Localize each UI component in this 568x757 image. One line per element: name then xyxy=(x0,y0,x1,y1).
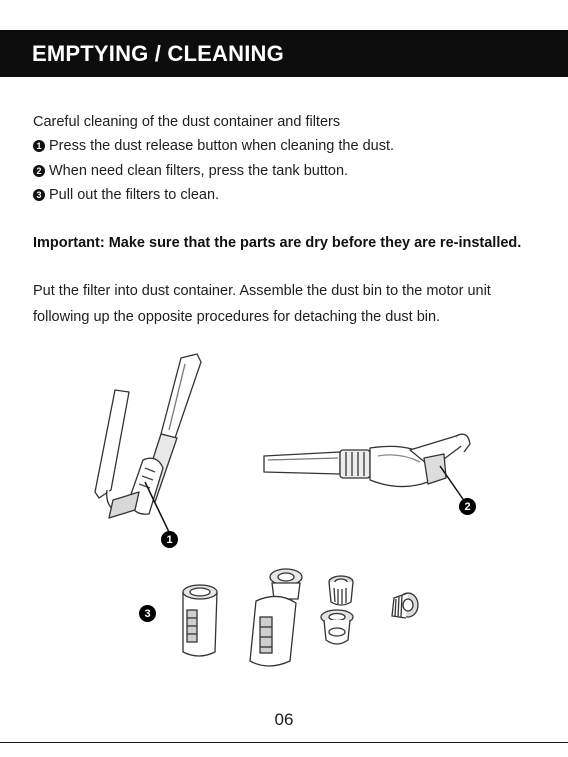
callout-1: 1 xyxy=(161,531,178,548)
intro-text: Careful cleaning of the dust container and filters xyxy=(33,114,341,130)
step-2 xyxy=(33,163,348,179)
step-number-badge: 3 xyxy=(33,189,45,201)
callout-2: 2 xyxy=(459,498,476,515)
dust-bin-illustration xyxy=(175,582,225,662)
page-number: 06 xyxy=(274,710,294,729)
important-note: Important: Make sure that the parts are dry before they are re-installed. xyxy=(33,235,522,251)
reassembly-paragraph xyxy=(33,278,543,330)
paragraph-line: following up the opposite procedures for detaching the dust bin. xyxy=(33,309,441,325)
step-text: Pull out the filters to clean. xyxy=(49,187,220,203)
vacuum-release-illustration xyxy=(85,350,215,530)
callout-3: 3 xyxy=(139,605,156,622)
step-text: Press the dust release button when cleaning the dust. xyxy=(49,138,394,154)
paragraph-line: Put the filter into dust container. Assemble the dust bin to the motor unit xyxy=(33,283,491,299)
vacuum-tank-button-illustration xyxy=(260,430,480,510)
section-title: EMPTYING / CLEANING xyxy=(32,41,284,66)
step-3 xyxy=(33,187,219,203)
step-number-badge: 2 xyxy=(33,165,45,177)
bottom-divider xyxy=(0,742,568,743)
section-header-bar xyxy=(0,30,568,77)
filter-cup-illustration xyxy=(318,608,356,648)
open-dust-bin-illustration xyxy=(238,565,313,675)
step-1 xyxy=(33,138,394,154)
small-filter-top-illustration xyxy=(326,574,356,608)
step-text: When need clean filters, press the tank button. xyxy=(49,163,349,179)
filter-mesh-illustration xyxy=(384,590,422,624)
step-number-badge: 1 xyxy=(33,140,45,152)
